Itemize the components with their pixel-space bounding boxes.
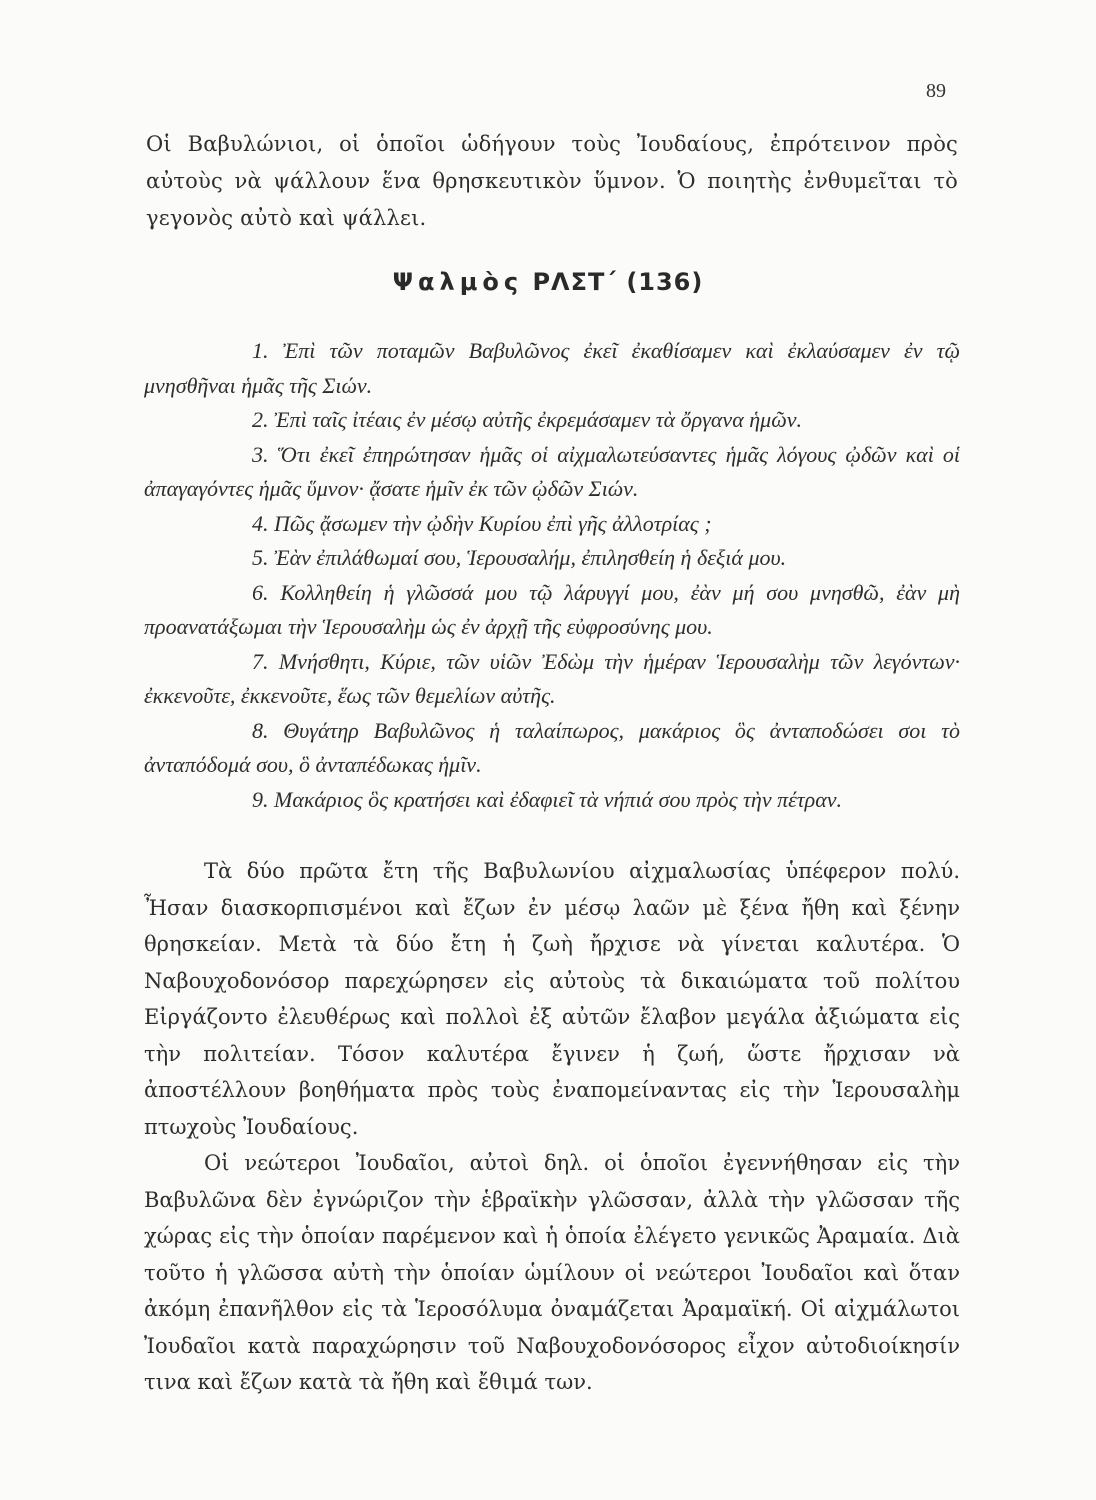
verse [144, 576, 960, 645]
verse [144, 403, 960, 438]
verse-text: Ἐπὶ τῶν ποταμῶν Βαβυλῶνος ἐκεῖ ἐκαθίσαμεν καὶ ἐκλαύσαμεν ἐν τῷ μνησθῆναι ἡμᾶς τῆς Σιών. [144, 338, 961, 398]
verse-number: 9. [252, 786, 269, 812]
verse-text: Ἐὰν ἐπιλάθωμαί σου, Ἱερουσαλήμ, ἐπιλησθείη ἡ δεξιά μου. [274, 545, 787, 570]
psalm-title-number: ΡΛΣΤ΄ (136) [532, 268, 704, 296]
verse [144, 438, 960, 507]
verse-number: 4. [252, 510, 269, 536]
verse [144, 334, 960, 403]
body-paragraph: Οἱ νεώτεροι Ἰουδαῖοι, αὐτοὶ δηλ. οἱ ὁποῖοι ἐγεννήθησαν εἰς τὴν Βαβυλῶνα δὲν ἐγνώριζον τὴν ἑβραϊκὴν γλῶσσαν, ἀλλὰ τὴν γλῶσσαν τῆς χώρας εἰς τὴν ὁποίαν παρέμενον καὶ ἡ ὁποία ἐλέγετο γενικῶς Ἀραμαία. Διὰ τοῦτο ἡ γλῶσσα αὐτὴ τὴν ὁποίαν ὡμίλουν οἱ νεώτεροι Ἰουδαῖοι καὶ ὅταν ἀκόμη ἐπανῆλθον εἰς τὰ Ἱεροσόλυμα ὀναμάζεται Ἀραμαϊκή. Οἱ αἰχμάλωτοι Ἰουδαῖοι κατὰ παραχώρησιν τοῦ Ναβουχοδονόσορος εἶχον αὐτοδιοίκησίν τινα καὶ ἔζων κατὰ τὰ ἤθη καὶ ἔθιμά των. [144, 1151, 960, 1394]
verse-text: Ἐπὶ ταῖς ἰτέαις ἐν μέσῳ αὐτῆς ἐκρεμάσαμεν τὰ ὄργανα ἡμῶν. [274, 407, 802, 432]
verse [144, 645, 960, 714]
verse-number: 2. [252, 407, 269, 432]
intro-paragraph: Οἱ Βαβυλώνιοι, οἱ ὁποῖοι ὡδήγουν τοὺς Ἰουδαίους, ἐπρότεινον πρὸς αὐτοὺς νὰ ψάλλουν ἕνα θρησκευτικὸν ὕμνον. Ὁ ποιητὴς ἐνθυμεῖται τὸ γεγονὸς αὐτὸ καὶ ψάλλει. [146, 132, 958, 230]
body-text [144, 853, 960, 1401]
verse-text: Ὅτι ἐκεῖ ἐπηρώτησαν ἡμᾶς οἱ αἰχμαλωτεύσαντες ἡμᾶς λόγους ᾠδῶν καὶ οἱ ἀπαγαγόντες ἡμᾶς ὕμνον· ᾄσατε ἡμῖν ἐκ τῶν ᾠδῶν Σιών. [144, 441, 961, 501]
verse [144, 507, 960, 542]
body-paragraph: Τὰ δύο πρῶτα ἔτη τῆς Βαβυλωνίου αἰχμαλωσίας ὑπέφερον πολύ. Ἦσαν διασκορπισμένοι καὶ ἔζων ἐν μέσῳ λαῶν μὲ ξένα ἤθη καὶ ξένην θρησκείαν. Μετὰ τὰ δύο ἔτη ἡ ζωὴ ἤρχισε νὰ γίνεται καλυτέρα. Ὁ Ναβουχοδονόσορ παρεχώρησεν εἰς αὐτοὺς τὰ δικαιώματα τοῦ πολίτου Εἰργάζοντο ἐλευθέρως καὶ πολλοὶ ἐξ αὐτῶν ἔλαβον μεγάλα ἀξιώματα εἰς τὴν πολιτείαν. Τόσον καλυτέρα ἔγινεν ἡ ζωή, ὥστε ἤρχισαν νὰ ἀποστέλλουν βοηθήματα πρὸς τοὺς ἐναπομείναντας εἰς τὴν Ἱερουσαλὴμ πτωχοὺς Ἰουδαίους. [144, 859, 960, 1139]
verse-number: 6. [252, 579, 269, 605]
verse-text: Πῶς ᾄσωμεν τὴν ᾠδὴν Κυρίου ἐπὶ γῆς ἀλλοτρίας ; [274, 510, 712, 536]
verse-number: 5. [252, 545, 269, 570]
psalm-title-word: Ψαλμὸς [392, 268, 524, 296]
psalm-title [0, 268, 1096, 296]
verse-text: Κολληθείη ἡ γλῶσσά μου τῷ λάρυγγί μου, ἐὰν μή σου μνησθῶ, ἐὰν μὴ προανατάξωμαι τὴν Ἱερουσαλὴμ ὡς ἐν ἀρχῇ τῆς εὐφροσύνης μου. [144, 579, 961, 639]
verse-number: 3. [252, 441, 269, 467]
verse-number: 1. [252, 338, 269, 363]
verse-text: Μακάριος ὃς κρατήσει καὶ ἐδαφιεῖ τὰ νήπιά σου πρὸς τὴν πέτραν. [274, 786, 843, 812]
verse-number: 8. [252, 717, 269, 743]
verse [144, 714, 960, 783]
page-number: 89 [926, 80, 946, 102]
verse-number: 7. [252, 648, 269, 674]
verse-text: Θυγάτηρ Βαβυλῶνος ἡ ταλαίπωρος, μακάριος ὃς ἀνταποδώσει σοι τὸ ἀνταπόδομά σου, ὃ ἀνταπέδωκας ἡμῖν. [144, 717, 961, 777]
verse [144, 541, 960, 576]
verse-text: Μνήσθητι, Κύριε, τῶν υἱῶν Ἐδὼμ τὴν ἡμέραν Ἱερουσαλὴμ τῶν λεγόντων· ἐκκενοῦτε, ἐκκενοῦτε, ἕως τῶν θεμελίων αὐτῆς. [144, 648, 961, 708]
verse [144, 783, 960, 818]
psalm-verses [144, 334, 960, 817]
